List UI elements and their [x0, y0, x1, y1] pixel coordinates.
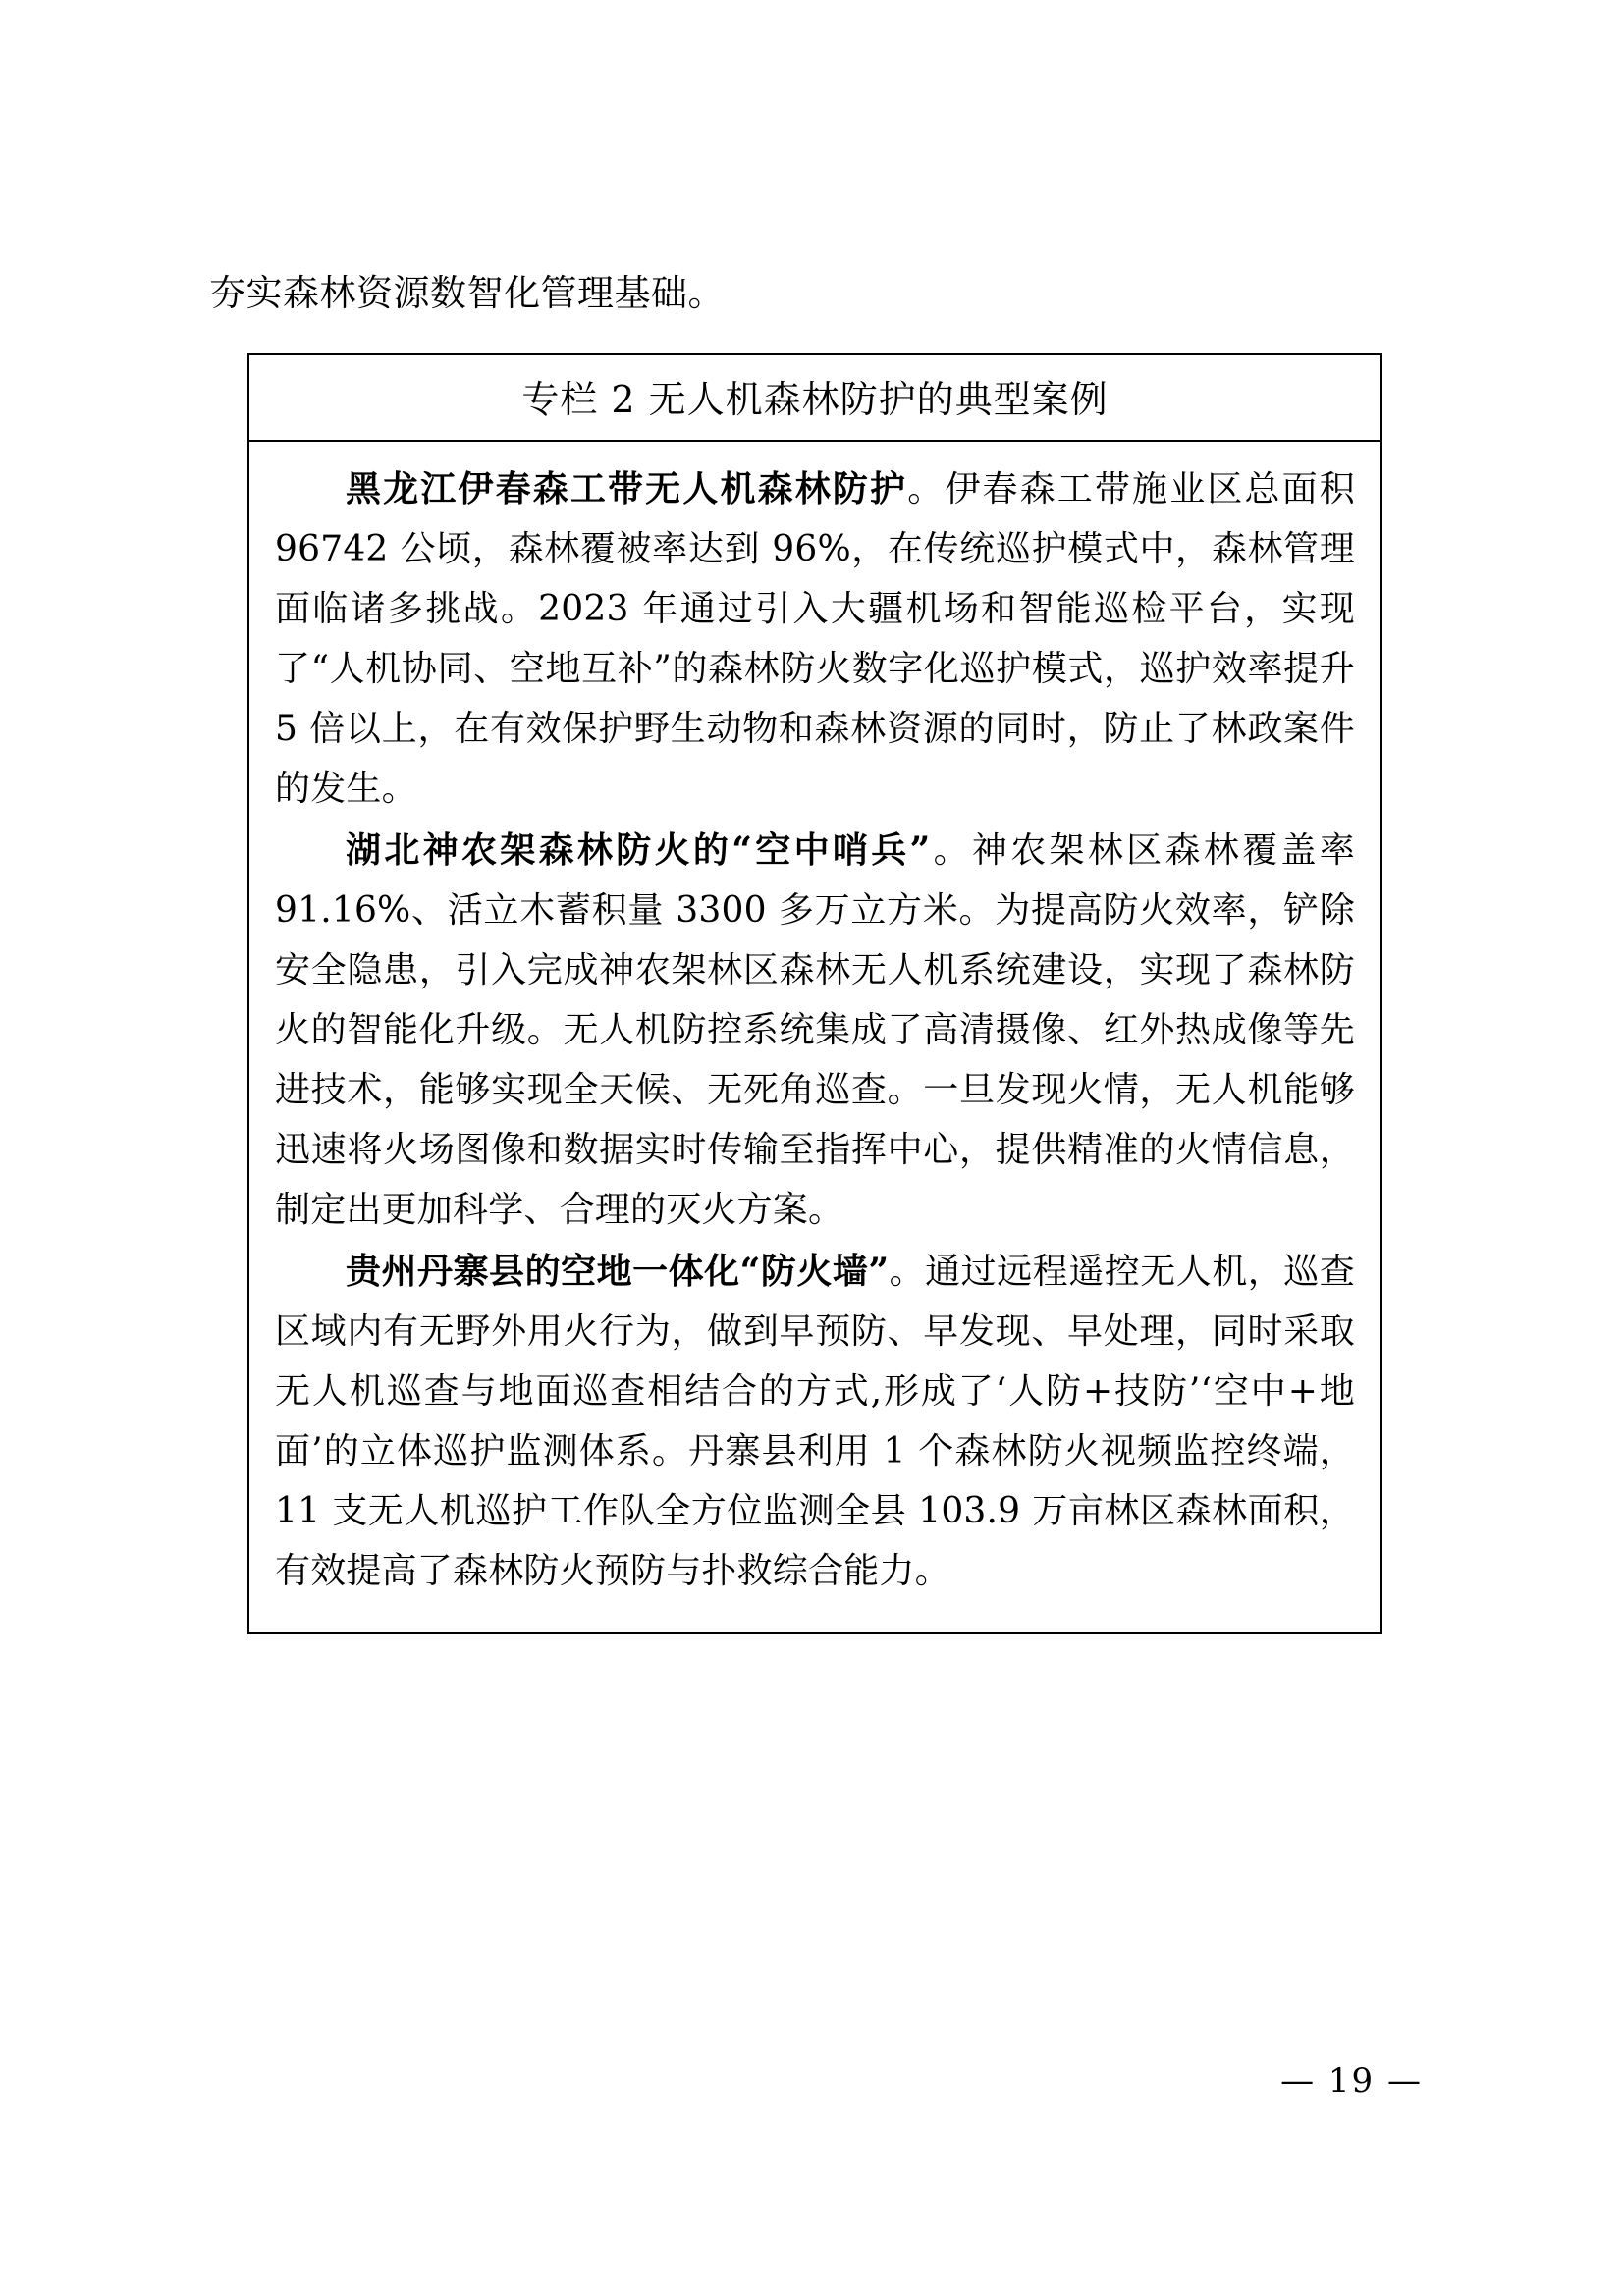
case-title: 黑龙江伊春森工带无人机森林防护 — [346, 468, 908, 509]
case-text: 。通过远程遥控无人机，巡查区域内有无野外用火行为，做到早预防、早发现、早处理，同时采取无人机巡查与地面巡查相结合的方式,形成了‘人防+技防’‘空中+地面’的立体巡护监测体系。丹寨县利用 1 个森林防火视频监控终端，11 支无人机巡护工作队全方位监测全县 103.9 万亩林区森林面积，有效提高了森林防火预防与扑救综合能力。 — [275, 1252, 1355, 1591]
case-title: 湖北神农架森林防火的“空中哨兵” — [346, 829, 931, 871]
page-number: — 19 — — [1280, 2061, 1423, 2101]
case-text: 。神农架林区森林覆盖率 91.16%、活立木蓄积量 3300 多万立方米。为提高防火效率，铲除安全隐患，引入完成神农架林区森林无人机系统建设，实现了森林防火的智能化升级。无人机防控系统集成了高清摄像、红外热成像等先进技术，能够实现全天候、无死角巡查。一旦发现火情，无人机能够迅速将火场图像和数据实时传输至指挥中心，提供精准的火情信息，制定出更加科学、合理的灭火方案。 — [275, 830, 1355, 1230]
case-paragraph — [275, 821, 1355, 1240]
case-text: 。伊春森工带施业区总面积 96742 公顷，森林覆被率达到 96%，在传统巡护模式中，森林管理面临诸多挑战。2023 年通过引入大疆机场和智能巡检平台，实现了“人机协同、空地互补”的森林防火数字化巡护模式，巡护效率提升 5 倍以上，在有效保护野生动物和森林资源的同时，防止了林政案件的发生。 — [275, 469, 1355, 809]
case-paragraph — [275, 1242, 1355, 1601]
case-paragraph — [275, 459, 1355, 819]
case-title: 贵州丹寨县的空地一体化“防火墙” — [346, 1251, 890, 1292]
feature-box — [247, 353, 1382, 1634]
feature-box-body — [249, 442, 1380, 1632]
feature-box-title: 专栏 2 无人机森林防护的典型案例 — [249, 355, 1380, 442]
lead-paragraph: 夯实森林资源数智化管理基础。 — [209, 272, 725, 314]
